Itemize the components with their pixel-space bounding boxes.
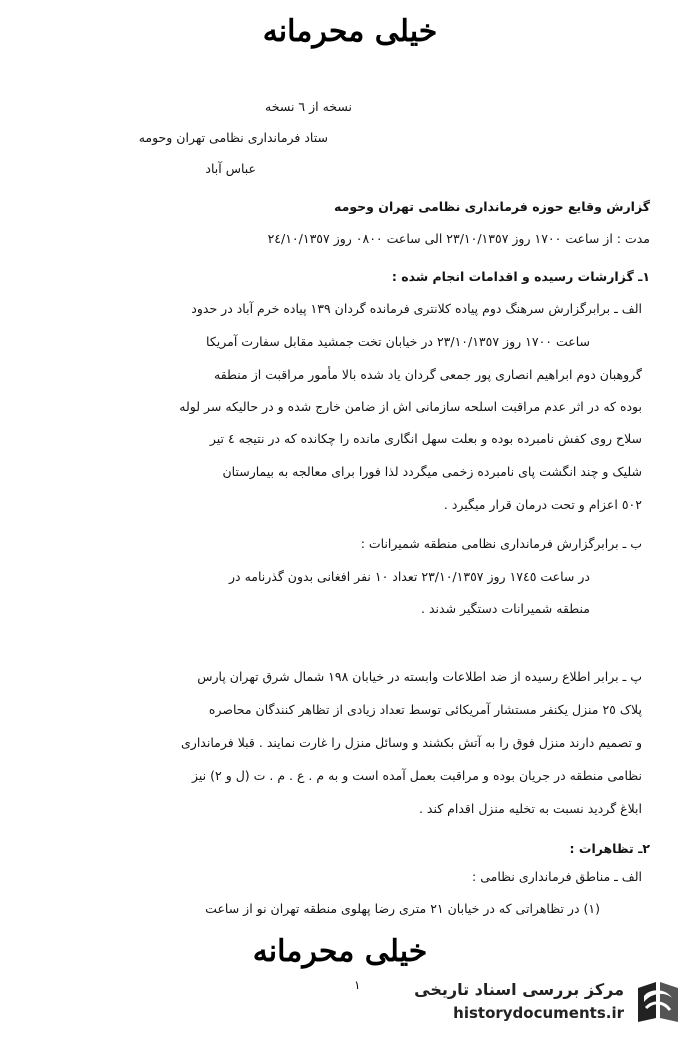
classification-footer: خیلی محرمانه <box>252 934 428 969</box>
report-period: مدت : از ساعت ١٧٠٠ روز ٢٣/١٠/١٣٥٧ الی ساعت ٠٨٠٠ روز ٢٤/١٠/١٣٥٧ <box>267 231 650 246</box>
item-pe-line: ابلاغ گردید نسبت به تخلیه منزل اقدام کند . <box>418 801 642 816</box>
item-alef-line: گروهبان دوم ابراهیم انصاری پور جمعی گردان یاد شده بالا مأمور مراقبت از منطقه <box>214 367 642 382</box>
item-pe-line: پلاک ٢٥ منزل یکنفر مستشار آمریکائی توسط تعداد زیادی از تظاهر کنندگان محاصره <box>208 702 642 717</box>
item-pe-line: پ ـ برابر اطلاع رسیده از ضد اطلاعات وابسته در خیابان ١٩٨ شمال شرق تهران پارس <box>197 669 642 684</box>
item-alef-line: سلاح روی کفش نامبرده بوده و بعلت سهل انگاری مانده را چکانده که در نتیجه ٤ تیر <box>209 431 642 446</box>
copy-line: نسخه از ٦ نسخه <box>265 99 352 114</box>
watermark-url: historydocuments.ir <box>453 1004 624 1022</box>
item-alef-line: شلیک و چند انگشت پای نامبرده زخمی میگردد لذا فورا برای معالجه به بیمارستان <box>222 464 642 479</box>
headquarters-line: ستاد فرمانداری نظامی تهران وحومه <box>138 130 328 145</box>
section-1-heading: ١ـ گزارشات رسیده و اقدامات انجام شده : <box>391 269 650 284</box>
watermark-title: مرکز بررسی اسناد تاریخی <box>414 980 624 999</box>
item-be-line: ب ـ برابرگزارش فرمانداری نظامی منطقه شمیرانات : <box>360 536 642 551</box>
item-alef-line: ساعت ١٧٠٠ روز ٢٣/١٠/١٣٥٧ در خیابان تخت جمشید مقابل سفارت آمریکا <box>206 334 590 349</box>
item-pe-line: و تصمیم دارند منزل فوق را به آتش بکشند و وسائل منزل را غارت نمایند . قبلا فرمانداری <box>181 735 642 750</box>
report-title: گزارش وقایع حوزه فرمانداری نظامی تهران وحومه <box>334 199 650 214</box>
item-alef-line: الف ـ برابرگزارش سرهنگ دوم پیاده کلانتری فرمانده گردان ١٣٩ پیاده خرم آباد در حدود <box>191 301 642 316</box>
item-pe-line: نظامی منطقه در جریان بوده و مراقبت بعمل آمده است و به م . ع . م . ت (ل و ٢) نیز <box>192 768 642 783</box>
watermark <box>414 978 690 1028</box>
item-alef-line: ٥٠٢ اعزام و تحت درمان قرار میگیرد . <box>443 497 642 512</box>
page-number: ١ <box>354 978 361 992</box>
item-alef-line: بوده که در اثر عدم مراقبت اسلحه سازمانی اش از ضامن خارج شده و در حالیکه سر لوله <box>179 399 642 414</box>
book-logo-icon <box>632 978 684 1024</box>
item-be-line: در ساعت ١٧٤٥ روز ٢٣/١٠/١٣٥٧ تعداد ١٠ نفر افغانی بدون گذرنامه در <box>229 569 590 584</box>
location-line: عباس آباد <box>205 161 256 176</box>
item-be-line: منطقه شمیرانات دستگیر شدند . <box>421 601 590 616</box>
section-2-item-1: (١) در تظاهراتی که در خیابان ٢١ متری رضا پهلوی منطقه تهران نو از ساعت <box>205 901 600 916</box>
section-2-heading: ٢ـ تظاهرات : <box>569 841 650 856</box>
section-2-subheading: الف ـ مناطق فرمانداری نظامی : <box>472 869 642 884</box>
classification-header: خیلی محرمانه <box>262 14 438 49</box>
